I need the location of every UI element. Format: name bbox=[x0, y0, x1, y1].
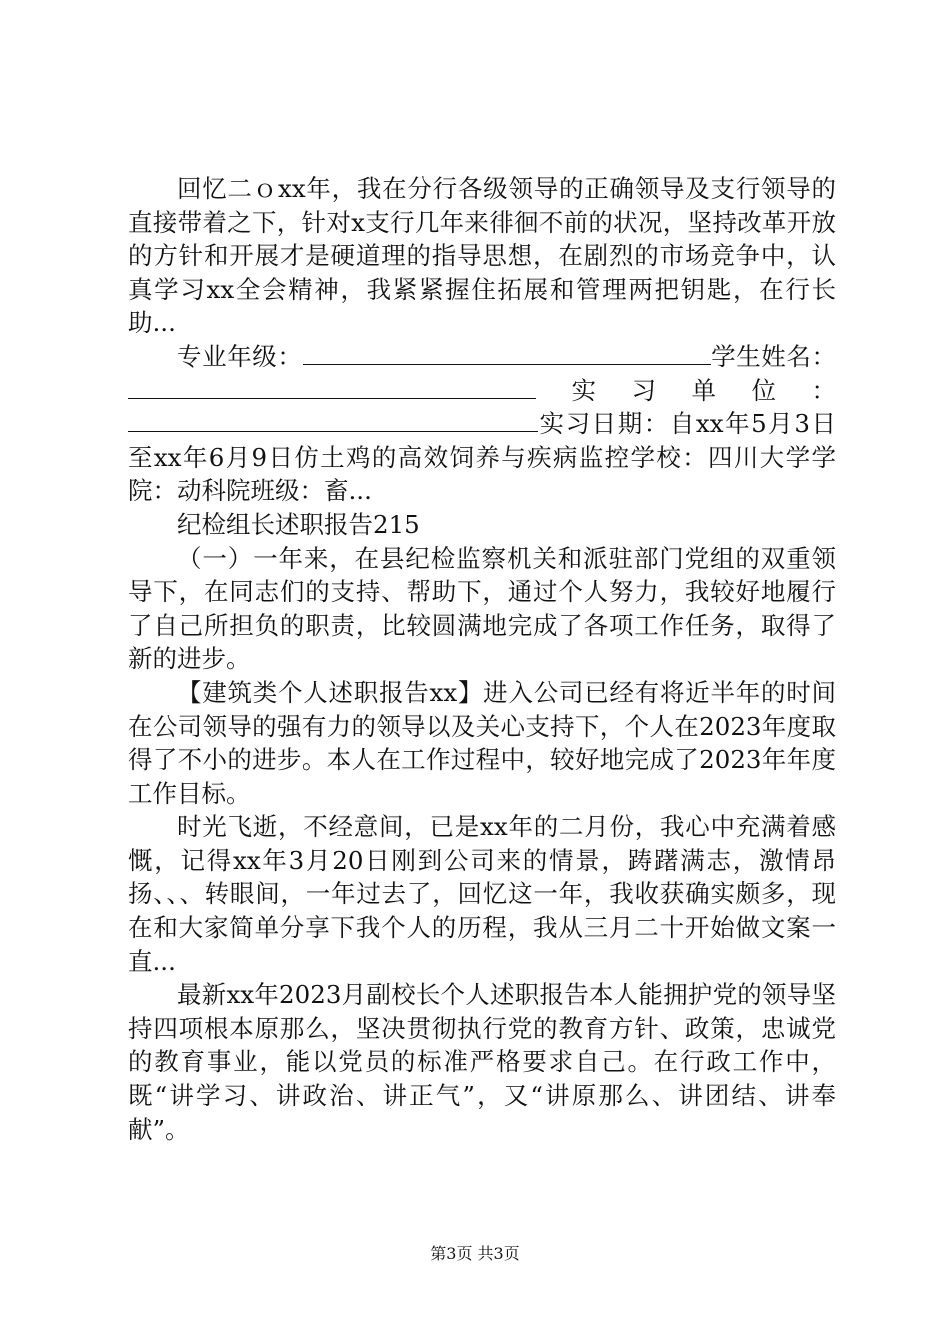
paragraph-discipline-report: （一）一年来，在县纪检监察机关和派驻部门党组的双重领导下，在同志们的支持、帮助下，通过个人努力，我较好地履行了自己所担负的职责，比较圆满地完成了各项工作任务，取得了新的进步。 bbox=[128, 543, 836, 674]
internship-dates-text: 实习日期：自xx年5月3日至xx年6月9日仿土鸡的高效饲养与疾病监控学校：四川大学学院：动科院班级：畜... bbox=[128, 409, 836, 506]
paragraph-report-title: 纪检组长述职报告215 bbox=[177, 509, 420, 539]
student-name-blank bbox=[128, 376, 536, 399]
internship-unit-blank bbox=[128, 409, 538, 432]
internship-unit-label: 实习单位： bbox=[536, 375, 836, 405]
paragraph-construction-report: 【建筑类个人述职报告xx】进入公司已经有将近半年的时间在公司领导的强有力的领导以及关心支持下，个人在2023年度取得了不小的进步。本人在工作过程中，较好地完成了2023年年度工作目标。 bbox=[128, 677, 836, 808]
paragraph-review: 回忆二ｏxx年，我在分行各级领导的正确领导及支行领导的直接带着之下，针对x支行几年来徘徊不前的状况，坚持改革开放的方针和开展才是硬道理的指导思想，在剧烈的市场竞争中，认真学习xx全会精神，我紧紧握住拓展和管理两把钥匙，在行长助... bbox=[128, 174, 836, 338]
student-name-label: 学生姓名： bbox=[710, 341, 836, 371]
paragraph-time-flies: 时光飞逝，不经意间，已是xx年的二月份，我心中充满着感慨，记得xx年3月20日刚到公司来的情景，踌躇满志，激情昂扬、、、转眼间，一年过去了，回忆这一年，我收获确实颇多，现在和大家简单分享下我个人的历程，我从三月二十开始做文案一直... bbox=[128, 812, 836, 976]
paragraph-internship-info bbox=[128, 340, 836, 508]
page-number-footer: 第3页 共3页 bbox=[430, 1244, 520, 1263]
paragraph-vice-principal-report: 最新xx年2023月副校长个人述职报告本人能拥护党的领导坚持四项根本原那么，坚决贯彻执行党的教育方针、政策，忠诚党的教育事业，能以党员的标准严格要求自己。在行政工作中，既“讲学习、讲政治、讲正气”，又“讲原那么、讲团结、讲奉献”。 bbox=[128, 980, 836, 1144]
document-body bbox=[128, 172, 836, 1146]
major-grade-blank bbox=[303, 342, 711, 365]
major-grade-label: 专业年级： bbox=[177, 341, 303, 371]
